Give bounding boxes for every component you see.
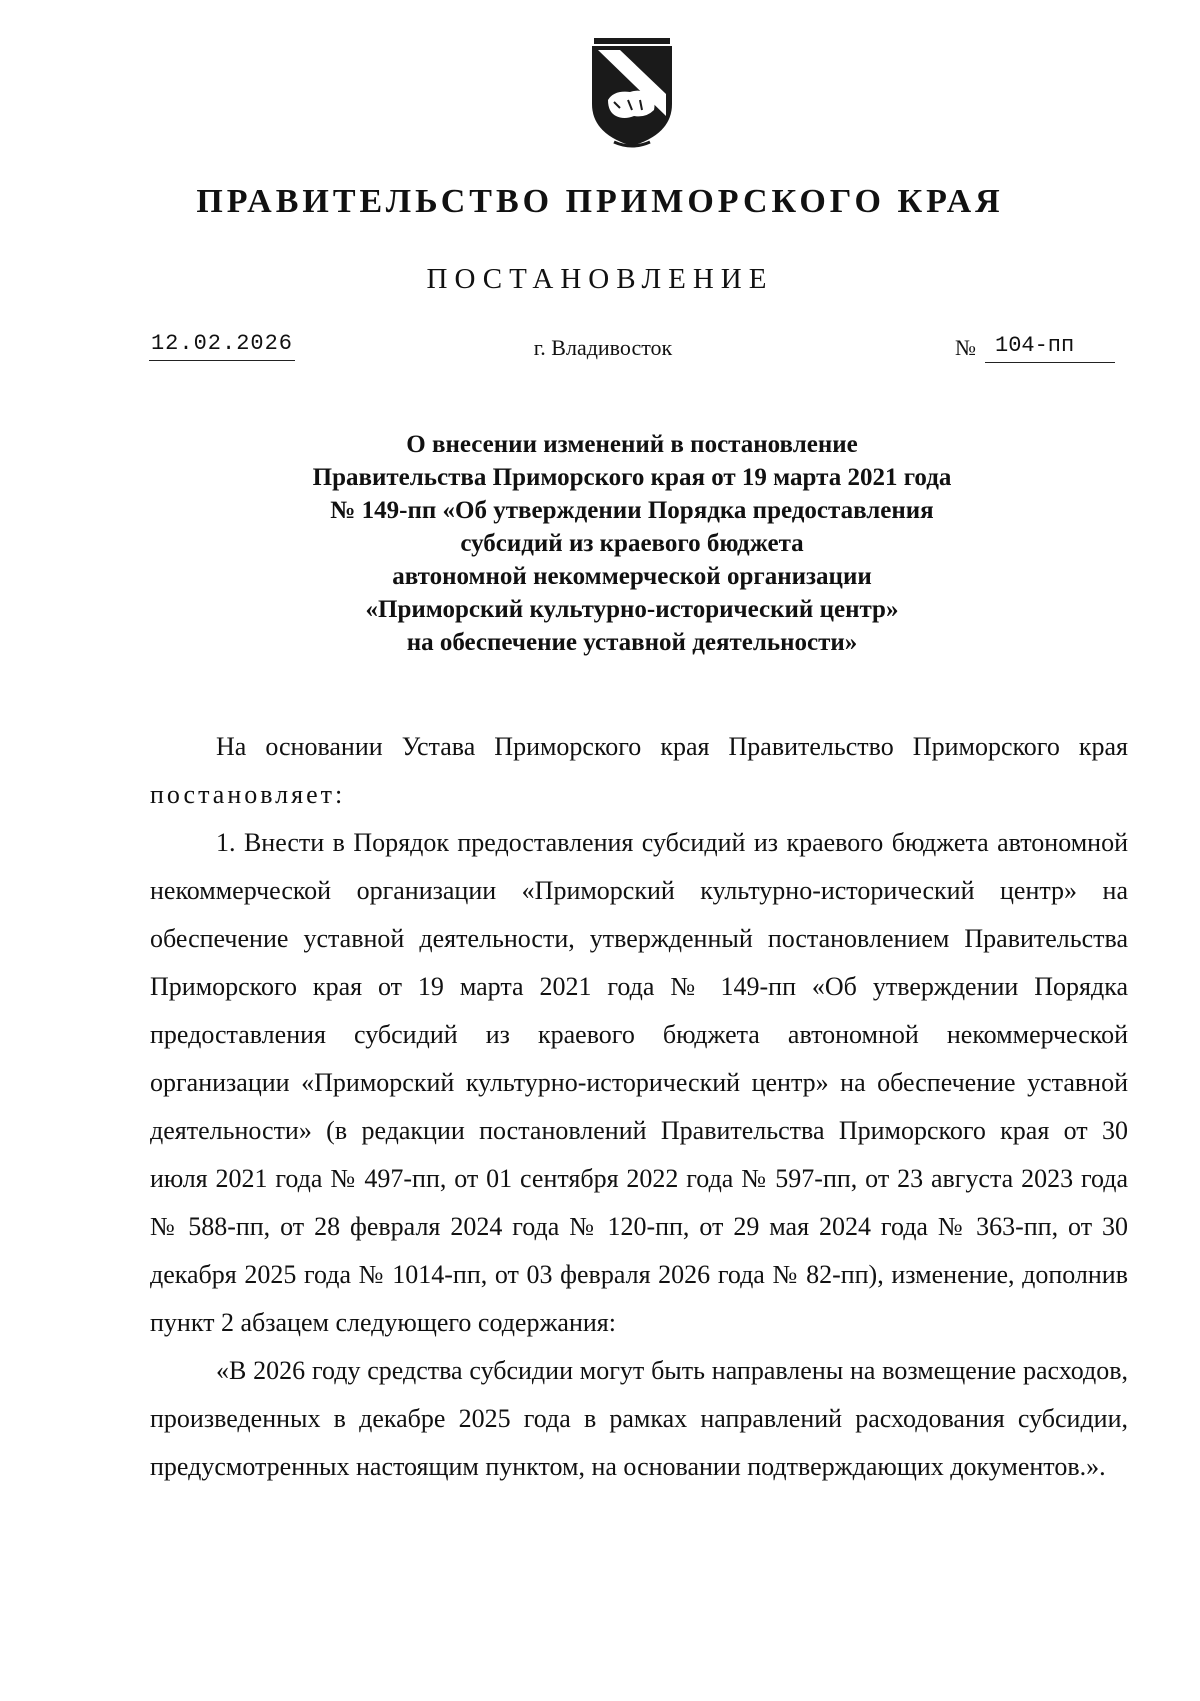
heading-line: № 149-пп «Об утверждении Порядка предоставления	[330, 497, 934, 524]
document-heading	[150, 428, 1114, 659]
coat-of-arms-icon	[584, 30, 680, 150]
document-number-sign: №	[955, 335, 976, 360]
document-type: ПОСТАНОВЛЕНИЕ	[426, 263, 774, 295]
document-body	[150, 723, 1128, 1491]
clause-1-paragraph: 1. Внести в Порядок предоставления субсидий из краевого бюджета автономной некоммерческой организации «Приморский культурно-исторический центр» на обеспечение уставной деятельности, утвержденный постановлением Правительства Приморского края от 19 марта 2021 года № 149-пп «Об утверждении Порядка предоставления субсидий из краевого бюджета автономной некоммерческой организации «Приморский культурно-исторический центр» на обеспечение уставной деятельности» (в редакции постановлений Правительства Приморского края от 30 июля 2021 года № 497-пп, от 01 сентября 2022 года № 597-пп, от 23 августа 2023 года № 588-пп, от 28 февраля 2024 года № 120-пп, от 29 мая 2024 года № 363-пп, от 30 декабря 2025 года № 1014-пп, от 03 февраля 2026 года № 82-пп), изменение, дополнив пункт 2 абзацем следующего содержания:	[150, 828, 1128, 1337]
document-date: 12.02.2026	[149, 330, 295, 361]
heading-line: «Приморский культурно-исторический центр»	[365, 596, 899, 623]
heading-line: субсидий из краевого бюджета	[460, 530, 804, 557]
heading-line: на обеспечение уставной деятельности»	[406, 629, 858, 656]
quote-paragraph: «В 2026 году средства субсидии могут быть направлены на возмещение расходов, произведенных в декабре 2025 года в рамках направлений расходования субсидии, предусмотренных настоящим пунктом, на основании подтверждающих документов.».	[150, 1356, 1128, 1481]
intro-text: На основании Устава Приморского края Правительство Приморского края	[216, 732, 1128, 761]
heading-line: автономной некоммерческой организации	[392, 563, 872, 590]
intro-resolves: постановляет:	[150, 780, 346, 809]
document-city: г. Владивосток	[533, 335, 673, 360]
government-title: ПРАВИТЕЛЬСТВО ПРИМОРСКОГО КРАЯ	[196, 183, 1004, 220]
heading-line: О внесении изменений в постановление	[406, 431, 858, 458]
intro-paragraph	[150, 723, 1128, 819]
document-number: 104-пп	[985, 332, 1115, 363]
heading-line: Правительства Приморского края от 19 марта 2021 года	[312, 464, 952, 491]
